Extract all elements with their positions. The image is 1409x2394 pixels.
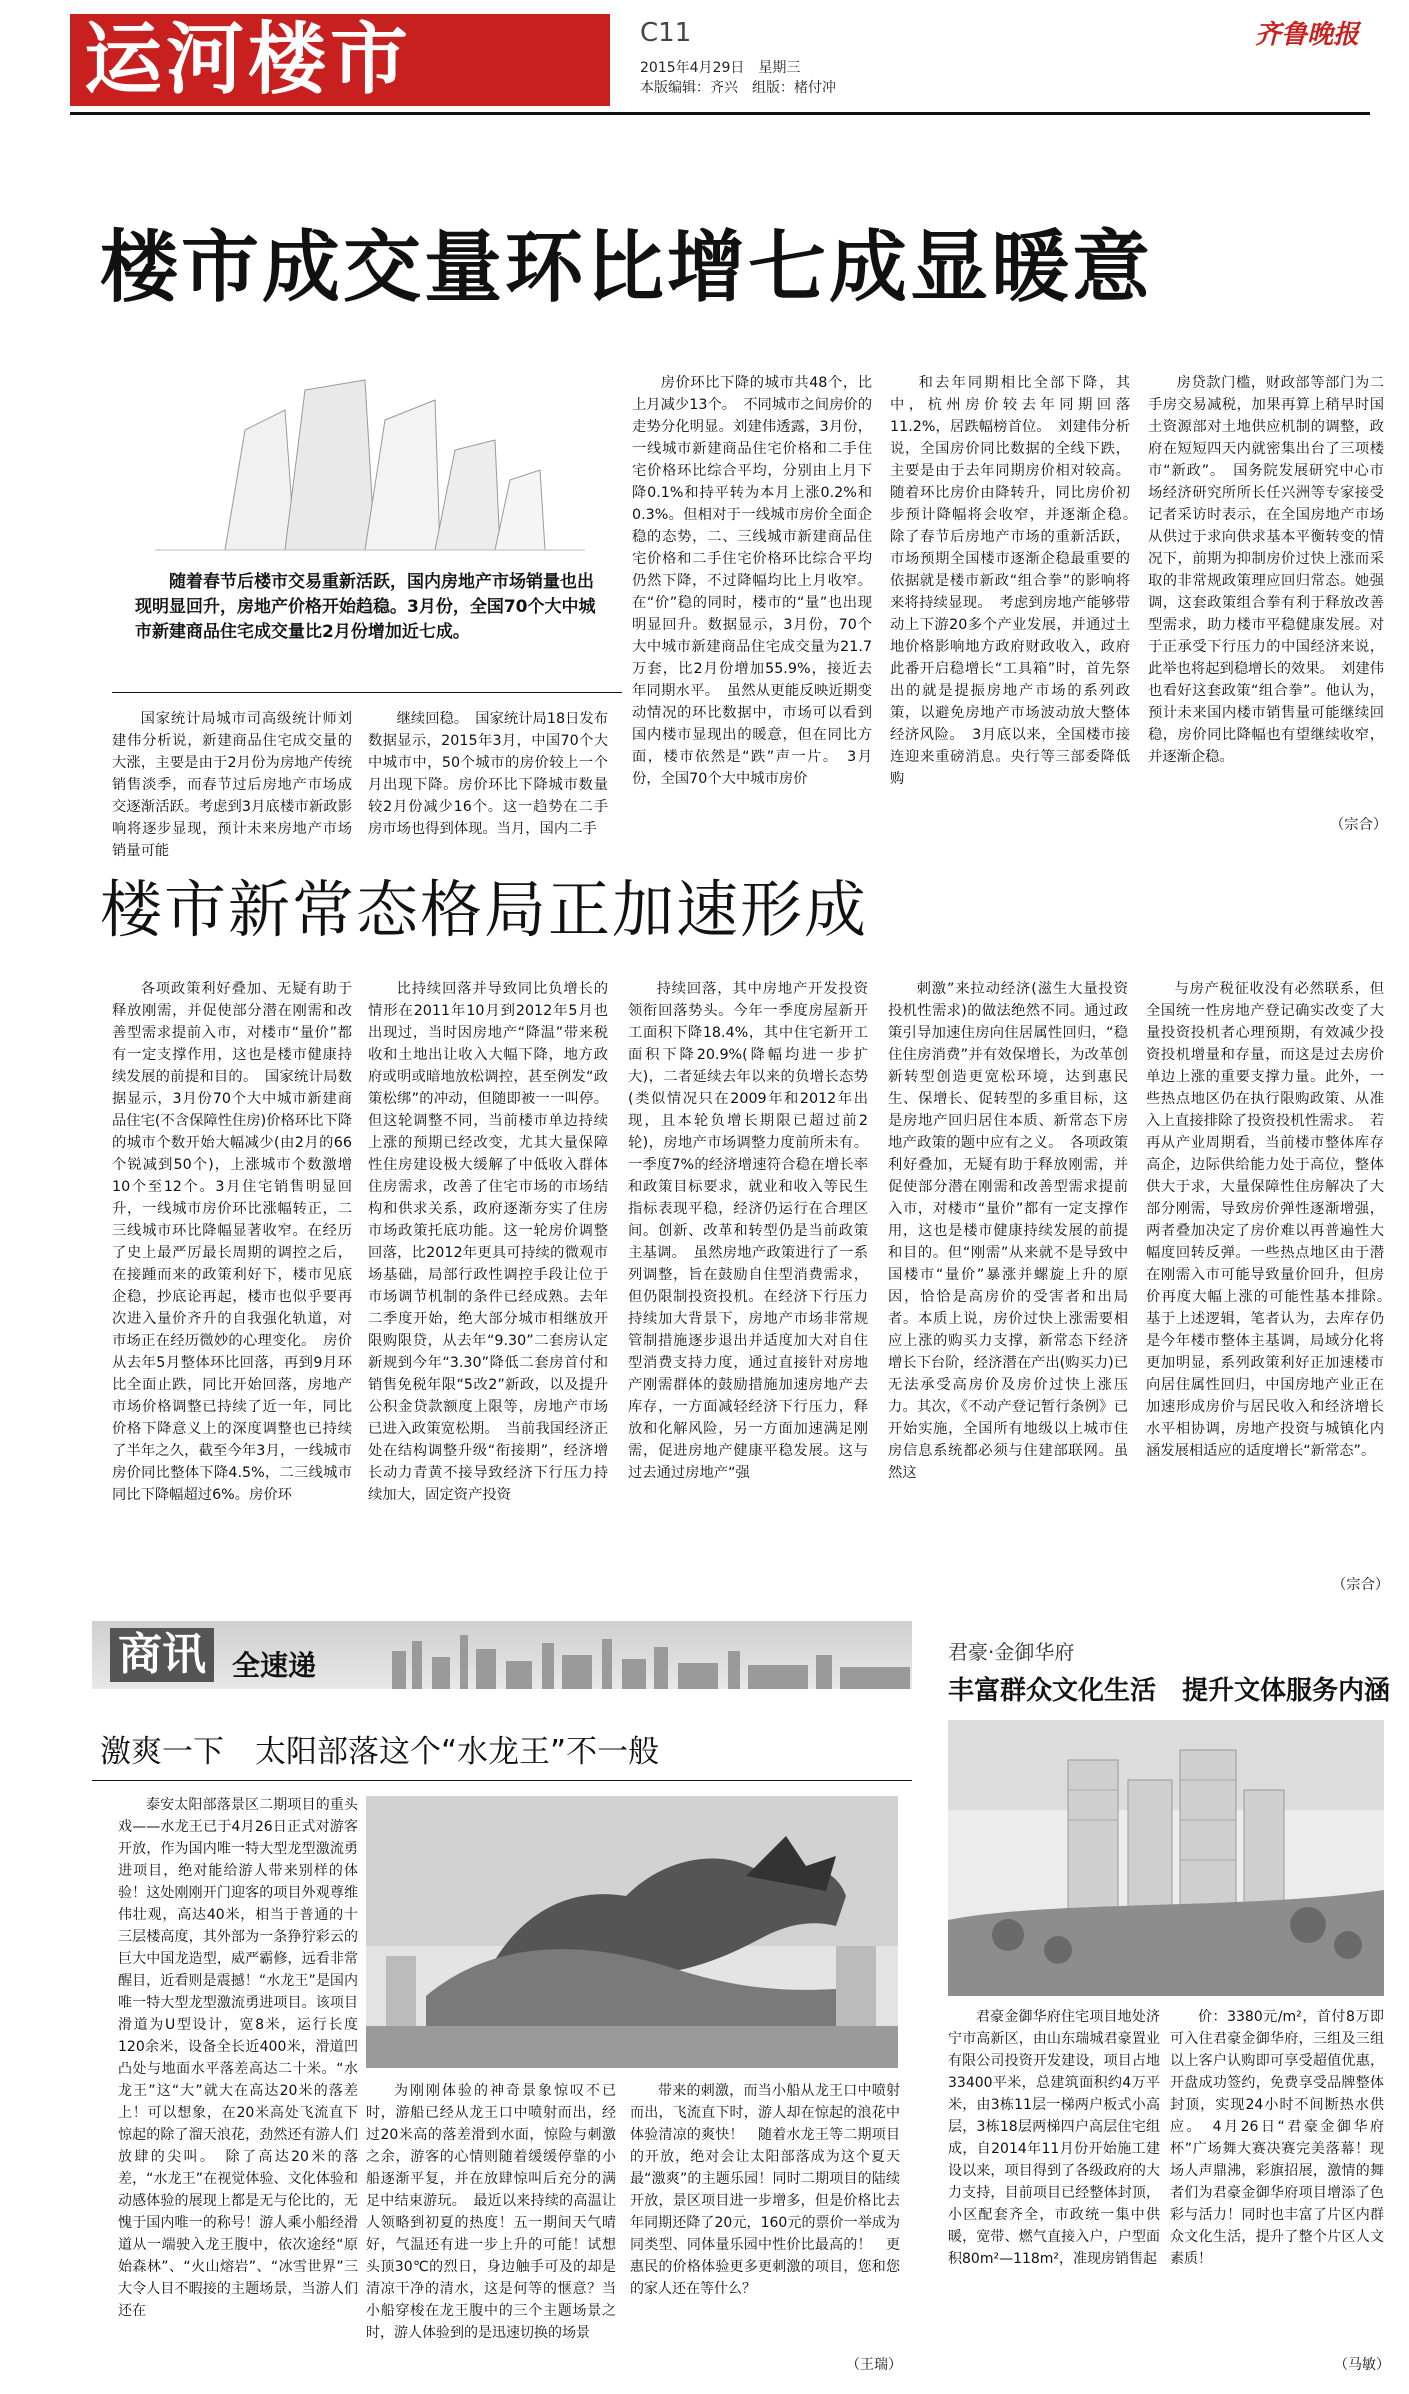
ad2-headline: 丰富群众文化生活 提升文体服务内涵 [948,1676,1391,1706]
article1-lead: 随着春节后楼市交易重新活跃，国内房地产市场销量也出现明显回升，房地产价格开始趋稳。3月份，全国70个大中城市新建商品住宅成交量比2月份增加近七成。 [135,572,596,642]
ad1-rule [92,1780,912,1781]
section-title: 运河楼市 [70,14,610,106]
article1-col2: 继续回稳。 国家统计局18日发布数据显示，2015年3月，中国70个大中城市中，50个城市的房价较上一个月出现下降。房价环比下降城市数量较2月份减少16个。这一趋势在二手房市场也得到体现。当月，国内二手 [368,711,608,837]
article1-signature: （宗合） [1330,817,1388,833]
lead-rule [112,692,622,693]
issue-date: 2015年4月29日 星期三 [640,60,801,76]
banner-skyline [92,1621,912,1689]
ad2-col1: 君豪金御华府住宅项目地处济宁市高新区，由山东瑞城君豪置业有限公司投资开发建设，项目占地33400平米，总建筑面积约4万平米，由3栋11层一梯两户板式小高层，3栋18层两梯四户高层住宅组成，自2014年11月份开始施工建设以来，项目得到了各级政府的大力支持，目前项目已经整体封顶，小区配套齐全，市政统一集中供暖，宽带、燃气直接入户，户型面积80m²—118m²，准现房销售起 [948,2009,1160,2267]
article2-headline: 楼市新常态格局正加速形成 [100,873,869,946]
article2-signature: （宗合） [1332,1577,1390,1593]
ad1-col3: 带来的刺激，而当小船从龙王口中喷射而出，飞流直下时，游人却在惊起的浪花中体验清凉的爽快！ 随着水龙王等二期项目的开放，绝对会让太阳部落成为这个夏天最“激爽”的主题乐园！同时二期项目的陆续开放，景区项目进一步增多，但是价格比去年同期还降了20元，160元的票价一举成为同类型、同体量乐园中性价比最高的！ 更惠民的价格体验更多更刺激的项目，您和您的家人还在等什么？ [630,2083,900,2297]
article1-col1: 国家统计局城市司高级统计师刘建伟分析说，新建商品住宅成交量的大涨，主要是由于2月份为房地产传统销售淡季，而春节过后房地产市场成交逐渐活跃。考虑到3月底楼市新政影响将逐步显现，预计未来房地产市场销量可能 [112,711,352,859]
shangxun-banner [92,1621,912,1689]
shangxun-label: 商讯 [110,1628,214,1682]
dragon-ride-photo [366,1796,898,2068]
article2-col3: 持续回落，其中房地产开发投资领衔回落势头。今年一季度房屋新开工面积下降18.4%，其中住宅新开工面积下降20.9%(降幅均进一步扩大)，二者延续去年以来的负增长态势(类似情况只在2009年和2012年出现，且本轮负增长期限已超过前2轮)，房地产市场调整力度前所未有。一季度7%的经济增速符合稳在增长率和政策目标要求，就业和收入等民生指标表现平稳，经济仍运行在合理区间。创新、改革和转型仍是当前政策主基调。 虽然房地产政策进行了一系列调整，旨在鼓励自住型消费需求，但仍限制投资投机。在经济下行压力持续加大背景下，房地产市场非常规管制措施逐步退出并适度加大对自住型消费支持力度，通过直接针对房地产刚需群体的鼓励措施加速房地产去库存，一方面减轻经济下行压力，释放和化解风险，另一方面加速满足刚需，促进房地产健康平稳发展。这与过去通过房地产“强 [628,981,868,1481]
newspaper-logo: 齐鲁晚报 [1255,20,1360,50]
ad1-headline: 激爽一下 太阳部落这个“水龙王”不一般 [100,1734,660,1770]
article2-col5: 与房产税征收没有必然联系，但全国统一性房地产登记确实改变了大量投资投机者心理预期，有效减少投资投机增量和存量，而这是过去房价单边上涨的重要支撑力量。此外，一些热点地区仍在执行限购政策、从准入上直接排除了投资投机性需求。 若再从产业周期看，当前楼市整体库存高企，边际供给能力处于高位，整体供大于求，大量保障性住房解决了大部分刚需，导致房价弹性逐渐增强，两者叠加决定了房价难以再普遍性大幅度回转反弹。一些热点地区由于潜在刚需入市可能导致量价回升，但房价再度大幅上涨的可能性基本排除。 基于上述逻辑，笔者认为，去库存仍是今年楼市整体主基调，局域分化将更加明显，系列政策利好正加速楼市向居住属性回归，中国房地产业正在加速形成房价与居民收入和经济增长水平相协调，房地产投资与城镇化内涵发展相适应的适度增长“新常态”。 [1146,981,1399,1459]
article2-col4: 刺激”来拉动经济(滋生大量投资投机性需求)的做法绝然不同。通过政策引导加速住房向住居属性回归，“稳住住房消费”并有效保增长，为改革创新转型创造更宽松环境，达到惠民生、保增长、促转型的多重目标，这是房地产回归居住本质、新常态下房地产政策的题中应有之义。 各项政策利好叠加，无疑有助于释放刚需，并促使部分潜在刚需和改善型需求提前入市，对楼市“量价”都有一定支撑作用，这也是楼市健康持续发展的前提和目的。但“刚需”从来就不是导致中国楼市“量价”暴涨并螺旋上升的原因，恰恰是高房价的受害者和出局者。本质上说，房价过快上涨需要相应上涨的购买力支撑，新常态下经济增长下台阶，经济潜在产出(购买力)已无法承受高房价及房价过快上涨压力。其次，《不动产登记暂行条例》已开始实施，全国所有地级以上城市住房信息系统都必须与住建部联网。虽然这 [888,981,1128,1481]
editors-line: 本版编辑：齐兴 组版：楮付冲 [640,80,836,96]
ad1-col1: 泰安太阳部落景区二期项目的重头戏——水龙王已于4月26日正式对游客开放，作为国内唯一特大型龙型激流勇进项目，绝对能给游人带来别样的体验！这处刚刚开门迎客的项目外观尊维伟壮观，高达40米，相当于普通的十三层楼高度，其外部为一条狰狞彩云的巨大中国龙造型，威严霸修，远看非常醒目，近看则是震撼！“水龙王”是国内唯一特大型龙型激流勇进项目。该项目滑道为U型设计，宽8米，运行长度120余米，设备全长近400米，滑道凹凸处与地面水平落差高达二十米。“水龙王”这“大”就大在高达20米的落差上！可以想象，在20米高处飞流直下惊起的除了溜天浪花，劲然还有游人们放肆的尖叫。 除了高达20米的落差，“水龙王”在视觉体验、文化体验和动感体验的展现上都是无与伦比的，无愧于国内唯一的称号！游人乘小船经滑道从一端驶入龙王腹中，依次途经“原始森林”、“火山熔岩”、“冰雪世界”三大令人目不暇接的主题场景，当游人们还在 [118,1797,358,2319]
page-number: C11 [640,18,692,48]
ad1-signature: （王瑞） [846,2357,902,2373]
article1-col5: 房贷款门槛，财政部等部门为二手房交易减税，加果再算上稍早时国土资源部对土地供应机制的调整，政府在短短四天内就密集出台了三项楼市“新政”。 国务院发展研究中心市场经济研究所所长任兴洲等专家接受记者采访时表示，在全国房地产市场从供过于求向供求基本平衡转变的情况下，前期为抑制房价过快上涨而采取的非常规政策理应回归常态。她强调，这套政策组合拳有利于释放改善型需求，助力楼市平稳健康发展。对于正承受下行压力的中国经济来说，此举也将起到稳增长的效果。 刘建伟也看好这套政策“组合拳”。他认为，预计未来国内楼市销售量可能继续回稳，房价同比降幅也有望继续收窄，并逐渐企稳。 [1148,375,1384,765]
article1-col3: 房价环比下降的城市共48个，比上月减少13个。 不同城市之间房价的走势分化明显。刘建伟透露，3月份，一线城市新建商品住宅价格和二手住宅价格环比综合平均，分别由上月下降0.1%和持平转为本月上涨0.2%和0.3%。但相对于一线城市房价全面企稳的态势，二、三线城市新建商品住宅价格和二手住宅价格环比综合平均仍然下降，不过降幅均比上月收窄。在“价”稳的同时，楼市的“量”也出现明显回升。数据显示，3月份，70个大中城市新建商品住宅成交量为21.7万套，比2月份增加55.9%，接近去年同期水平。 虽然从更能反映近期变动情况的环比数据中，市场可以看到国内楼市显现出的暖意，但在同比方面，楼市依然是“跌”声一片。 3月份，全国70个大中城市房价 [632,375,872,787]
article2-col1: 各项政策利好叠加、无疑有助于释放刚需，并促使部分潜在刚需和改善型需求提前入市，对楼市“量价”都有一定支撑作用，这也是楼市健康持续发展的前提和目的。 国家统计局数据显示，3月份70个大中城市新建商品住宅(不含保障性住房)价格环比下降的城市个数开始大幅减少(由2月的66个锐减到50个)，上涨城市个数激增10个至12个。3月住宅销售明显回升，一线城市房价环比涨幅转正，二三线城市环比降幅显著收窄。在经历了史上最严厉最长周期的调控之后，在接踵而来的政策利好下，楼市见底企稳，抄底论再起，楼市也似乎要再次进入量价齐升的自我强化轨道，对市场正在经历微妙的心理变化。 房价从去年5月整体环比回落，再到9月环比全面止跌，同比开始回落，房地产市场价格调整已持续了近一年，同比价格下降意义上的深度调整也已持续了半年之久，截至今年3月，一线城市房价同比整体下降4.5%，二三线城市同比下降幅超过6%。房价环 [112,981,352,1503]
quansudi-label: 全速递 [232,1649,317,1682]
header-rule [70,112,1370,115]
ad2-signature: （马敏） [1334,2357,1390,2373]
skyline-illustration [135,370,605,560]
ad2-col2: 价：3380元/m²，首付8万即可入住君豪金御华府，三组及三组以上客户认购即可享受超值优惠，开盘成功签约，免费享受品牌整体封顶，实现24小时不间断热水供应。 4月26日“君豪金御华府杯”广场舞大赛决赛完美落幕！现场人声鼎沸，彩旗招展，激情的舞者们为君豪金御华府项目增添了色彩与活力！同时也丰富了片区内群众文化生活，提升了整个片区人文素质！ [1170,2009,1384,2267]
ad1-col2: 为刚刚体验的神奇景象惊叹不已时，游船已经从龙王口中喷射而出，经过20米高的落差滑到水面，惊险与刺激之余，游客的心情则随着缓缓停靠的小船逐渐平复，并在放肆惊叫后充分的满足中结束游玩。 最近以来持续的高温让人领略到初夏的热度！五一期间天气晴好，气温还有进一步上升的可能！试想头顶30℃的烈日，身边触手可及的却是清凉干净的清水，这是何等的惬意？当小船穿梭在龙王腹中的三个主题场景之时，游人体验到的是迅速切换的场景 [366,2083,616,2341]
residential-render-photo [948,1720,1384,1996]
article2-col2: 比持续回落并导致同比负增长的情形在2011年10月到2012年5月也出现过，当时因房地产“降温”带来税收和土地出让收入大幅下降，地方政府或明或暗地放松调控，甚至例发“政策松绑”的冲动，但随即被一一叫停。但这轮调整不同，当前楼市单边持续上涨的预期已经改变，尤其大量保障性住房建设极大缓解了中低收入群体住房需求，改善了住宅市场的市场结构和供求关系，政府逐渐夯实了住房市场政策托底功能。这一轮房价调整回落，比2012年更具可持续的微观市场基础，局部行政性调控手段让位于市场调节机制的条件已经成熟。去年二季度开始，绝大部分城市相继放开限购限贷，从去年“9.30”二套房认定新规到今年“3.30”降低二套房首付和销售免税年限“5改2”新政，以及提升公积金贷款额度上限等，房地产市场已进入政策宽松期。 当前我国经济正处在结构调整升级“衔接期”，经济增长动力青黄不接导致经济下行压力持续加大，固定资产投资 [368,981,608,1503]
article1-col4: 和去年同期相比全部下降，其中，杭州房价较去年同期回落11.2%，居跌幅榜首位。 刘建伟分析说，全国房价同比数据的全线下跌，主要是由于去年同期房价相对较高。随着环比房价由降转升，同比房价初步预计降幅将会收窄，并逐渐企稳。 除了春节后房地产市场的重新活跃，市场预期全国楼市逐渐企稳最重要的依据就是楼市新政“组合拳”的影响将来将持续显现。 考虑到房地产能够带动上下游20多个产业发展，并通过土地价格影响地方政府财政收入，政府此番开启稳增长“工具箱”时，首先祭出的就是提振房地产市场的系列政策，以避免房地产市场波动放大整体经济风险。 3月底以来，全国楼市接连迎来重磅消息。央行等三部委降低购 [890,375,1145,787]
article1-headline: 楼市成交量环比增七成显暖意 [100,223,1154,313]
ad2-subtitle: 君豪·金御华府 [948,1640,1075,1664]
